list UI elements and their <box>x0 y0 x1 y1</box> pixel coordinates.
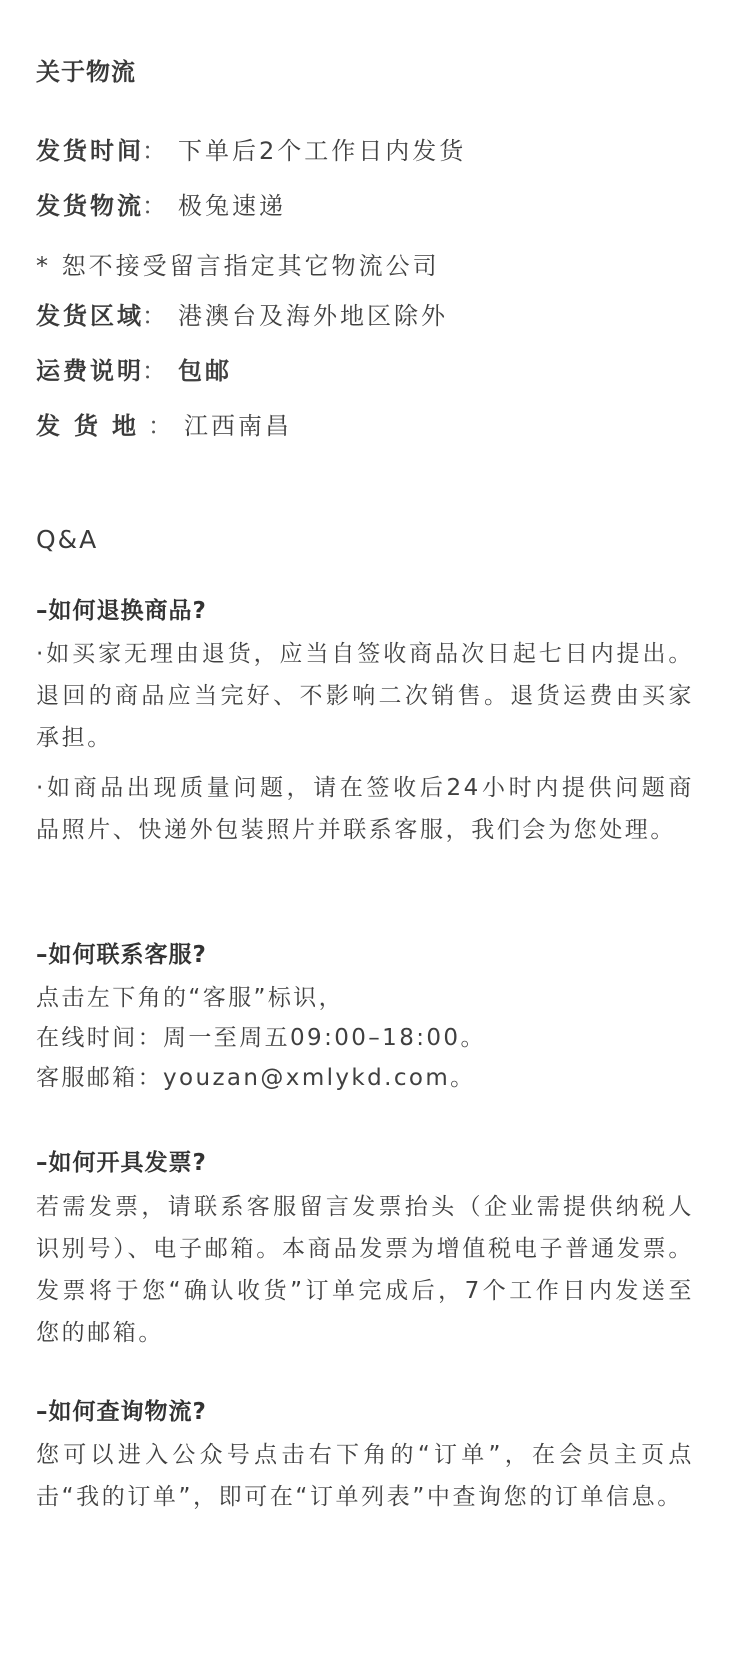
info-value: 包邮 <box>178 357 232 385</box>
tracking-paragraph: 您可以进入公众号点击右下角的“订单”，在会员主页点击“我的订单”，即可在“订单列表”中查询您的订单信息。 <box>36 1442 694 1510</box>
info-row-ship-time <box>36 136 466 166</box>
info-label: 发货时间 <box>36 137 144 165</box>
info-value: 极兔速递 <box>178 192 286 220</box>
service-line-email: 客服邮箱：youzan@xmlykd.com。 <box>36 1065 476 1091</box>
service-line-hours: 在线时间：周一至周五09:00–18:00。 <box>36 1025 486 1051</box>
logistics-title: 关于物流 <box>36 58 136 86</box>
info-label: 发货区域 <box>36 302 144 330</box>
info-separator: ： <box>142 357 166 385</box>
info-row-origin <box>36 411 292 441</box>
info-label: 发货物流 <box>36 192 144 220</box>
invoice-question-heading: –如何开具发票? <box>36 1150 207 1176</box>
qa-title: Q&A <box>36 525 99 554</box>
carrier-note: * 恕不接受留言指定其它物流公司 <box>36 252 440 280</box>
info-label: 发货地 <box>36 412 150 440</box>
info-separator: ： <box>148 412 172 440</box>
return-paragraph-2: ·如商品出现质量问题，请在签收后24小时内提供问题商品照片、快递外包装照片并联系客服，我们会为您处理。 <box>36 775 694 843</box>
info-row-shipping-fee <box>36 356 232 386</box>
info-value: 港澳台及海外地区除外 <box>178 302 448 330</box>
info-value: 下单后2个工作日内发货 <box>178 137 467 165</box>
info-value: 江西南昌 <box>184 412 292 440</box>
info-row-region <box>36 301 448 331</box>
info-separator: ： <box>142 192 166 220</box>
service-question-heading: –如何联系客服? <box>36 942 207 968</box>
invoice-paragraph: 若需发票，请联系客服留言发票抬头（企业需提供纳税人识别号）、电子邮箱。本商品发票为增值税电子普通发票。发票将于您“确认收货”订单完成后，7个工作日内发送至您的邮箱。 <box>36 1194 694 1346</box>
return-question-heading: –如何退换商品? <box>36 598 207 624</box>
info-label: 运费说明 <box>36 357 144 385</box>
return-paragraph-1: ·如买家无理由退货，应当自签收商品次日起七日内提出。退回的商品应当完好、不影响二次销售。退货运费由买家承担。 <box>36 641 694 751</box>
service-line-1: 点击左下角的“客服”标识， <box>36 985 345 1011</box>
tracking-question-heading: –如何查询物流? <box>36 1399 207 1425</box>
info-separator: ： <box>142 137 166 165</box>
info-row-carrier <box>36 191 286 221</box>
info-separator: ： <box>142 302 166 330</box>
